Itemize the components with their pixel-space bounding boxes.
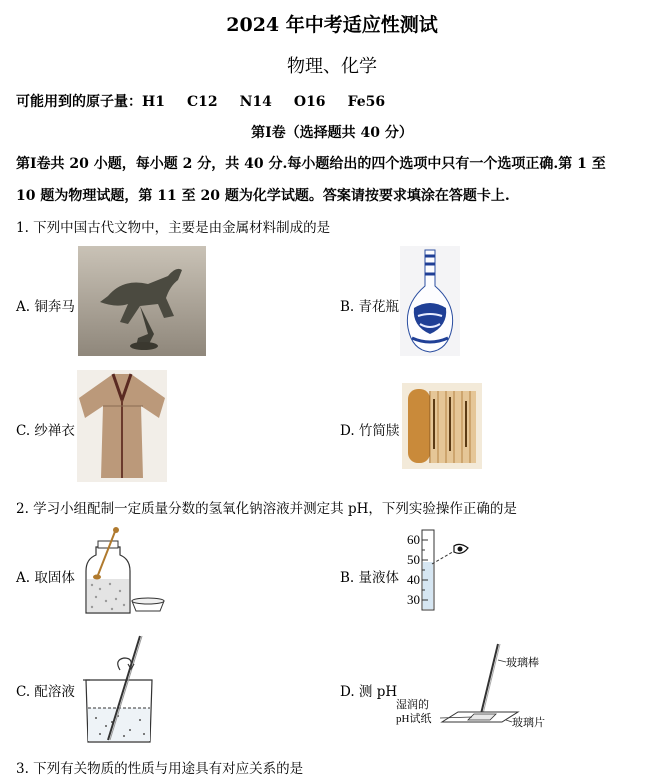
ph-paper-label-line-2: pH试纸 (396, 713, 432, 725)
cylinder-tick-40: 40 (407, 572, 420, 587)
q1-option-c-label: C. 纱禅衣 (16, 423, 75, 439)
q2-option-a-label: A. 取固体 (16, 570, 75, 586)
question-1-stem: 1. 下列中国古代文物中，主要是由金属材料制成的是 (16, 220, 331, 236)
instructions-line-1: 第Ⅰ卷共 20 小题，每小题 2 分，共 40 分.每小题给出的四个选项中只有一个选项正确.第 1 至 (16, 156, 606, 172)
question-2-stem: 2. 学习小组配制一定质量分数的氢氧化钠溶液并测定其 pH，下列实验操作正确的是 (16, 501, 517, 517)
silk-robe-image (77, 370, 167, 482)
reagent-bottle-spoon-image (82, 527, 168, 617)
ph-test-image (394, 640, 562, 732)
q2-option-d-label: D. 测 pH (340, 684, 398, 700)
atomic-mass-fe: Fe56 (347, 94, 386, 110)
atomic-mass-h: H1 (142, 94, 165, 110)
ph-paper-label-line-1: 湿润的 (396, 699, 429, 711)
q2-option-c-label: C. 配溶液 (16, 684, 75, 700)
q2-option-b-label: B. 量液体 (340, 570, 400, 586)
bamboo-slips-image (402, 383, 482, 469)
graduated-cylinder-image (402, 528, 476, 612)
cylinder-tick-50: 50 (407, 552, 420, 567)
glass-slide-label: 玻璃片 (512, 717, 545, 729)
q1-option-b-label: B. 青花瓶 (340, 299, 400, 315)
page-subtitle: 物理、化学 (287, 56, 377, 77)
atomic-mass-row (16, 91, 385, 111)
cylinder-tick-60: 60 (407, 532, 420, 547)
section-title: 第Ⅰ卷（选择题共 40 分） (251, 125, 413, 141)
cylinder-tick-30: 30 (407, 592, 420, 607)
q1-option-d-label: D. 竹简牍 (340, 423, 400, 439)
instructions-line-2: 10 题为物理试题，第 11 至 20 题为化学试题。答案请按要求填涂在答题卡上. (16, 188, 510, 204)
page-title: 2024 年中考适应性测试 (226, 14, 438, 36)
blue-white-vase-image (400, 246, 460, 356)
question-3-stem: 3. 下列有关物质的性质与用途具有对应关系的是 (16, 761, 304, 777)
beaker-stirring-image (80, 630, 158, 746)
glass-rod-label: 玻璃棒 (506, 657, 539, 669)
bronze-horse-image (78, 246, 206, 356)
q1-option-a-label: A. 铜奔马 (16, 299, 75, 315)
atomic-mass-c: C12 (186, 94, 218, 110)
atomic-mass-label: 可能用到的原子量： (16, 94, 142, 110)
atomic-mass-o: O16 (293, 94, 326, 110)
atomic-mass-n: N14 (239, 94, 272, 110)
